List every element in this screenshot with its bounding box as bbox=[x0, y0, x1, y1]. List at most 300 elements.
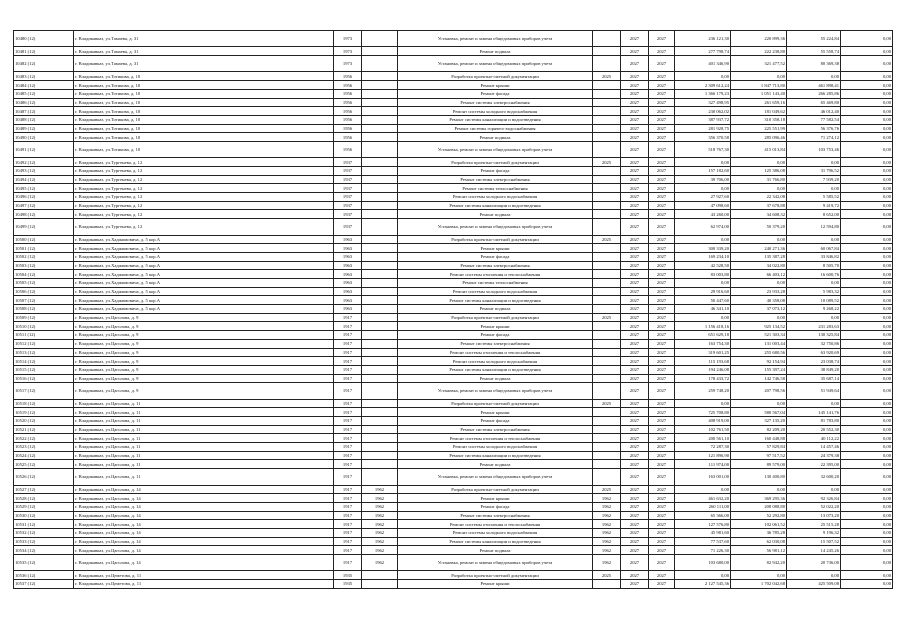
table-row bbox=[14, 546, 893, 555]
work-type-cell: Ремонт системы теплоснабжения bbox=[398, 279, 593, 288]
other-cost-cell: 0,00 bbox=[841, 115, 893, 124]
owner-cost-cell: 33 846,82 bbox=[787, 252, 841, 261]
other-cost-cell: 0,00 bbox=[841, 322, 893, 331]
reconstruction-year-cell bbox=[362, 270, 398, 279]
fund-cost-cell: 92 154,94 bbox=[731, 357, 787, 366]
other-cost-cell: 0,00 bbox=[841, 546, 893, 555]
build-year-cell: 1937 bbox=[334, 175, 362, 184]
table-row bbox=[14, 72, 893, 81]
build-year-cell: 1956 bbox=[334, 115, 362, 124]
work-type-cell: Разработка проектно-сметной документации bbox=[398, 158, 593, 167]
design-year-cell bbox=[593, 408, 621, 417]
build-year-cell: 1956 bbox=[334, 98, 362, 107]
end-year-cell: 2027 bbox=[649, 261, 675, 270]
reconstruction-year-cell bbox=[362, 296, 398, 305]
work-type-cell: Разработка проектно-сметной документации bbox=[398, 235, 593, 244]
start-year-cell: 2027 bbox=[621, 72, 649, 81]
row-id-cell: 10531 (12) bbox=[14, 520, 74, 529]
end-year-cell: 2027 bbox=[649, 443, 675, 452]
reconstruction-year-cell bbox=[362, 210, 398, 219]
reconstruction-year-cell bbox=[362, 115, 398, 124]
work-type-cell: Ремонт системы электроснабжения bbox=[398, 175, 593, 184]
end-year-cell: 2027 bbox=[649, 201, 675, 210]
design-year-cell bbox=[593, 252, 621, 261]
row-id-cell: 10486 (12) bbox=[14, 98, 74, 107]
total-cost-cell: 0,00 bbox=[675, 279, 731, 288]
table-row bbox=[14, 115, 893, 124]
work-type-cell: Ремонт системы отопления и теплоснабжения bbox=[398, 348, 593, 357]
other-cost-cell: 0,00 bbox=[841, 537, 893, 546]
owner-cost-cell: 92 326,84 bbox=[787, 494, 841, 503]
work-type-cell: Установка, ремонт и замена общедомовых приборов учета bbox=[398, 383, 593, 399]
owner-cost-cell: 9 419,72 bbox=[787, 201, 841, 210]
design-year-cell bbox=[593, 244, 621, 253]
address-cell: г. Владикавказ, ул.Тотикова, д. 10 bbox=[74, 133, 334, 142]
fund-cost-cell: 207 798,56 bbox=[731, 383, 787, 399]
total-cost-cell: 0,00 bbox=[675, 571, 731, 580]
other-cost-cell: 0,00 bbox=[841, 520, 893, 529]
row-id-cell: 10518 (12) bbox=[14, 399, 74, 408]
work-type-cell: Ремонт подвала bbox=[398, 546, 593, 555]
other-cost-cell: 0,00 bbox=[841, 313, 893, 322]
design-year-cell bbox=[593, 305, 621, 314]
fund-cost-cell: 321 477,52 bbox=[731, 56, 787, 72]
fund-cost-cell: 40 358,08 bbox=[731, 296, 787, 305]
start-year-cell: 2027 bbox=[621, 89, 649, 98]
start-year-cell: 2027 bbox=[621, 107, 649, 116]
total-cost-cell: 157 182,60 bbox=[675, 167, 731, 176]
other-cost-cell: 0,00 bbox=[841, 201, 893, 210]
owner-cost-cell: 81 783,80 bbox=[787, 417, 841, 426]
other-cost-cell: 0,00 bbox=[841, 555, 893, 571]
work-type-cell: Ремонт системы холодного водоснабжения bbox=[398, 357, 593, 366]
fund-cost-cell: 1 847 713,80 bbox=[731, 81, 787, 90]
row-id-cell: 10520 (12) bbox=[14, 417, 74, 426]
end-year-cell: 2027 bbox=[649, 451, 675, 460]
total-cost-cell: 387 937,72 bbox=[675, 115, 731, 124]
row-id-cell: 10536 (12) bbox=[14, 571, 74, 580]
total-cost-cell: 327 498,95 bbox=[675, 98, 731, 107]
row-id-cell: 10499 (12) bbox=[14, 219, 74, 235]
start-year-cell: 2027 bbox=[621, 287, 649, 296]
fund-cost-cell: 220 899,36 bbox=[731, 31, 787, 47]
reconstruction-year-cell bbox=[362, 313, 398, 322]
table-row bbox=[14, 184, 893, 193]
reconstruction-year-cell bbox=[362, 434, 398, 443]
other-cost-cell: 0,00 bbox=[841, 339, 893, 348]
address-cell: г. Владикавказ, ул.Тамаева, д. 31 bbox=[74, 56, 334, 72]
table-row bbox=[14, 47, 893, 56]
table-row bbox=[14, 383, 893, 399]
table-row bbox=[14, 331, 893, 340]
address-cell: г. Владикавказ, ул.Цаголова, д. 9 bbox=[74, 339, 334, 348]
start-year-cell: 2027 bbox=[621, 252, 649, 261]
other-cost-cell: 0,00 bbox=[841, 235, 893, 244]
reconstruction-year-cell bbox=[362, 451, 398, 460]
end-year-cell: 2027 bbox=[649, 124, 675, 133]
owner-cost-cell: 16 600,76 bbox=[787, 270, 841, 279]
row-id-cell: 10484 (12) bbox=[14, 81, 74, 90]
reconstruction-year-cell bbox=[362, 141, 398, 157]
build-year-cell: 1937 bbox=[334, 219, 362, 235]
row-id-cell: 10488 (12) bbox=[14, 115, 74, 124]
reconstruction-year-cell bbox=[362, 331, 398, 340]
owner-cost-cell: 12 594,80 bbox=[787, 219, 841, 235]
work-type-cell: Установка, ремонт и замена общедомовых приборов учета bbox=[398, 555, 593, 571]
total-cost-cell: 50 447,60 bbox=[675, 296, 731, 305]
total-cost-cell: 236 121,30 bbox=[675, 31, 731, 47]
reconstruction-year-cell bbox=[362, 339, 398, 348]
build-year-cell: 1963 bbox=[334, 296, 362, 305]
table-row bbox=[14, 417, 893, 426]
table-row bbox=[14, 279, 893, 288]
fund-cost-cell: 142 746,58 bbox=[731, 374, 787, 383]
fund-cost-cell: 82 942,20 bbox=[731, 555, 787, 571]
reconstruction-year-cell bbox=[362, 98, 398, 107]
start-year-cell: 2027 bbox=[621, 115, 649, 124]
end-year-cell: 2027 bbox=[649, 502, 675, 511]
table-row bbox=[14, 460, 893, 469]
address-cell: г. Владикавказ, ул.Тотикова, д. 10 bbox=[74, 72, 334, 81]
owner-cost-cell: 266 285,86 bbox=[787, 89, 841, 98]
total-cost-cell: 461 632,20 bbox=[675, 494, 731, 503]
address-cell: г. Владикавказ, ул.Хаджимовича, д. 5 кор.А bbox=[74, 252, 334, 261]
fund-cost-cell: 225 551,99 bbox=[731, 124, 787, 133]
end-year-cell: 2027 bbox=[649, 555, 675, 571]
work-type-cell: Ремонт крыши bbox=[398, 580, 593, 589]
address-cell: г. Владикавказ, ул.Цеметова, д. 11 bbox=[74, 580, 334, 589]
address-cell: г. Владикавказ, ул.Цаголова, д. 14 bbox=[74, 555, 334, 571]
work-type-cell: Ремонт системы канализации и водоотведения bbox=[398, 365, 593, 374]
row-id-cell: 10483 (12) bbox=[14, 72, 74, 81]
total-cost-cell: 194 246,08 bbox=[675, 365, 731, 374]
reconstruction-year-cell bbox=[362, 571, 398, 580]
build-year-cell: 1917 bbox=[334, 546, 362, 555]
reconstruction-year-cell bbox=[362, 201, 398, 210]
table-row bbox=[14, 555, 893, 571]
table-row bbox=[14, 374, 893, 383]
end-year-cell: 2027 bbox=[649, 511, 675, 520]
build-year-cell: 1917 bbox=[334, 511, 362, 520]
end-year-cell: 2027 bbox=[649, 305, 675, 314]
reconstruction-year-cell: 1962 bbox=[362, 555, 398, 571]
start-year-cell: 2027 bbox=[621, 279, 649, 288]
table-row bbox=[14, 502, 893, 511]
work-type-cell: Ремонт системы отопления и теплоснабжения bbox=[398, 270, 593, 279]
work-type-cell: Установка, ремонт и замена общедомовых приборов учета bbox=[398, 31, 593, 47]
build-year-cell: 1937 bbox=[334, 210, 362, 219]
total-cost-cell: 200 561,10 bbox=[675, 434, 731, 443]
row-id-cell: 10485 (12) bbox=[14, 89, 74, 98]
row-id-cell: 10535 (12) bbox=[14, 555, 74, 571]
owner-cost-cell: 40 112,22 bbox=[787, 434, 841, 443]
fund-cost-cell: 56 981,12 bbox=[731, 546, 787, 555]
table-row bbox=[14, 443, 893, 452]
address-cell: г. Владикавказ, ул.Тамаева, д. 31 bbox=[74, 47, 334, 56]
owner-cost-cell: 51 949,64 bbox=[787, 383, 841, 399]
table-row bbox=[14, 357, 893, 366]
row-id-cell: 10493 (12) bbox=[14, 167, 74, 176]
build-year-cell: 1956 bbox=[334, 107, 362, 116]
start-year-cell: 2027 bbox=[621, 502, 649, 511]
design-year-cell bbox=[593, 133, 621, 142]
total-cost-cell: 300 339,20 bbox=[675, 244, 731, 253]
table-row bbox=[14, 167, 893, 176]
fund-cost-cell: 34 608,32 bbox=[731, 210, 787, 219]
row-id-cell: 10533 (12) bbox=[14, 537, 74, 546]
capital-repair-table bbox=[13, 30, 893, 589]
table-row bbox=[14, 56, 893, 72]
other-cost-cell: 0,00 bbox=[841, 374, 893, 383]
reconstruction-year-cell bbox=[362, 193, 398, 202]
design-year-cell bbox=[593, 296, 621, 305]
build-year-cell: 1917 bbox=[334, 555, 362, 571]
end-year-cell: 2027 bbox=[649, 210, 675, 219]
build-year-cell: 1917 bbox=[334, 322, 362, 331]
start-year-cell: 2027 bbox=[621, 322, 649, 331]
reconstruction-year-cell: 1962 bbox=[362, 502, 398, 511]
other-cost-cell: 0,00 bbox=[841, 399, 893, 408]
reconstruction-year-cell bbox=[362, 261, 398, 270]
start-year-cell: 2027 bbox=[621, 167, 649, 176]
table-row bbox=[14, 235, 893, 244]
owner-cost-cell: 130 325,84 bbox=[787, 331, 841, 340]
address-cell: г. Владикавказ, ул.Цаголова, д. 14 bbox=[74, 494, 334, 503]
address-cell: г. Владикавказ, ул.Цаголова, д. 11 bbox=[74, 434, 334, 443]
owner-cost-cell: 25 515,28 bbox=[787, 520, 841, 529]
row-id-cell: 10505 (12) bbox=[14, 279, 74, 288]
total-cost-cell: 0,00 bbox=[675, 485, 731, 494]
fund-cost-cell: 521 303,34 bbox=[731, 331, 787, 340]
start-year-cell: 2027 bbox=[621, 348, 649, 357]
reconstruction-year-cell bbox=[362, 425, 398, 434]
table-row bbox=[14, 434, 893, 443]
fund-cost-cell: 97 517,52 bbox=[731, 451, 787, 460]
end-year-cell: 2027 bbox=[649, 485, 675, 494]
design-year-cell bbox=[593, 184, 621, 193]
design-year-cell bbox=[593, 31, 621, 47]
total-cost-cell: 277 798,74 bbox=[675, 47, 731, 56]
row-id-cell: 10506 (12) bbox=[14, 287, 74, 296]
total-cost-cell: 281 928,75 bbox=[675, 124, 731, 133]
work-type-cell: Ремонт системы электроснабжения bbox=[398, 511, 593, 520]
fund-cost-cell: 22 342,08 bbox=[731, 193, 787, 202]
owner-cost-cell: 0,00 bbox=[787, 399, 841, 408]
build-year-cell: 1917 bbox=[334, 348, 362, 357]
work-type-cell: Разработка проектно-сметной документации bbox=[398, 313, 593, 322]
fund-cost-cell: 160 448,88 bbox=[731, 434, 787, 443]
end-year-cell: 2027 bbox=[649, 296, 675, 305]
build-year-cell: 1917 bbox=[334, 451, 362, 460]
row-id-cell: 10516 (12) bbox=[14, 374, 74, 383]
work-type-cell: Разработка проектно-сметной документации bbox=[398, 571, 593, 580]
start-year-cell: 2027 bbox=[621, 47, 649, 56]
reconstruction-year-cell bbox=[362, 107, 398, 116]
design-year-cell bbox=[593, 460, 621, 469]
fund-cost-cell: 31 766,80 bbox=[731, 175, 787, 184]
start-year-cell: 2027 bbox=[621, 520, 649, 529]
end-year-cell: 2027 bbox=[649, 460, 675, 469]
end-year-cell: 2027 bbox=[649, 408, 675, 417]
design-year-cell bbox=[593, 469, 621, 485]
build-year-cell: 1963 bbox=[334, 252, 362, 261]
total-cost-cell: 319 601,25 bbox=[675, 348, 731, 357]
build-year-cell: 1917 bbox=[334, 520, 362, 529]
owner-cost-cell: 56 376,76 bbox=[787, 124, 841, 133]
work-type-cell: Ремонт крыши bbox=[398, 81, 593, 90]
fund-cost-cell: 222 238,80 bbox=[731, 47, 787, 56]
build-year-cell: 1917 bbox=[334, 460, 362, 469]
fund-cost-cell: 52 292,80 bbox=[731, 511, 787, 520]
table-row bbox=[14, 365, 893, 374]
start-year-cell: 2027 bbox=[621, 494, 649, 503]
end-year-cell: 2027 bbox=[649, 313, 675, 322]
design-year-cell bbox=[593, 287, 621, 296]
total-cost-cell: 0,00 bbox=[675, 72, 731, 81]
start-year-cell: 2027 bbox=[621, 460, 649, 469]
fund-cost-cell: 0,00 bbox=[731, 485, 787, 494]
reconstruction-year-cell bbox=[362, 383, 398, 399]
reconstruction-year-cell bbox=[362, 408, 398, 417]
owner-cost-cell: 32 750,86 bbox=[787, 339, 841, 348]
table-row bbox=[14, 98, 893, 107]
table-row bbox=[14, 425, 893, 434]
reconstruction-year-cell bbox=[362, 417, 398, 426]
design-year-cell: 1962 bbox=[593, 546, 621, 555]
start-year-cell: 2027 bbox=[621, 244, 649, 253]
address-cell: г. Владикавказ, ул.Цеметова, д. 11 bbox=[74, 571, 334, 580]
other-cost-cell: 0,00 bbox=[841, 357, 893, 366]
design-year-cell: 1962 bbox=[593, 520, 621, 529]
start-year-cell: 2027 bbox=[621, 417, 649, 426]
total-cost-cell: 45 981,60 bbox=[675, 528, 731, 537]
owner-cost-cell: 63 920,69 bbox=[787, 348, 841, 357]
address-cell: г. Владикавказ, ул.Цаголова, д. 14 bbox=[74, 537, 334, 546]
other-cost-cell: 0,00 bbox=[841, 287, 893, 296]
total-cost-cell: 62 974,00 bbox=[675, 219, 731, 235]
fund-cost-cell: 261 659,16 bbox=[731, 98, 787, 107]
build-year-cell: 1917 bbox=[334, 469, 362, 485]
other-cost-cell: 0,00 bbox=[841, 47, 893, 56]
fund-cost-cell: 62 030,08 bbox=[731, 537, 787, 546]
row-id-cell: 10496 (12) bbox=[14, 193, 74, 202]
address-cell: г. Владикавказ, ул.Цаголова, д. 9 bbox=[74, 313, 334, 322]
row-id-cell: 10498 (12) bbox=[14, 210, 74, 219]
fund-cost-cell: 135 387,28 bbox=[731, 252, 787, 261]
row-id-cell: 10495 (12) bbox=[14, 184, 74, 193]
end-year-cell: 2027 bbox=[649, 158, 675, 167]
fund-cost-cell: 0,00 bbox=[731, 279, 787, 288]
work-type-cell: Ремонт крыши bbox=[398, 408, 593, 417]
total-cost-cell: 72 287,30 bbox=[675, 443, 731, 452]
table-row bbox=[14, 124, 893, 133]
total-cost-cell: 259 748,20 bbox=[675, 383, 731, 399]
address-cell: г. Владикавказ, ул.Цаголова, д. 9 bbox=[74, 357, 334, 366]
total-cost-cell: 115 193,68 bbox=[675, 357, 731, 366]
end-year-cell: 2027 bbox=[649, 279, 675, 288]
table-row bbox=[14, 201, 893, 210]
start-year-cell: 2027 bbox=[621, 443, 649, 452]
other-cost-cell: 0,00 bbox=[841, 98, 893, 107]
work-type-cell: Ремонт системы холодного водоснабжения bbox=[398, 287, 593, 296]
design-year-cell bbox=[593, 331, 621, 340]
other-cost-cell: 0,00 bbox=[841, 460, 893, 469]
start-year-cell: 2027 bbox=[621, 571, 649, 580]
owner-cost-cell: 8 505,70 bbox=[787, 261, 841, 270]
owner-cost-cell: 60 067,84 bbox=[787, 244, 841, 253]
total-cost-cell: 103 680,00 bbox=[675, 555, 731, 571]
fund-cost-cell: 0,00 bbox=[731, 399, 787, 408]
design-year-cell bbox=[593, 98, 621, 107]
work-type-cell: Ремонт системы электроснабжения bbox=[398, 425, 593, 434]
work-type-cell: Ремонт системы горячего водоснабжения bbox=[398, 124, 593, 133]
address-cell: г. Владикавказ, ул.Цаголова, д. 11 bbox=[74, 417, 334, 426]
address-cell: г. Владикавказ, ул.Цаголова, д. 9 bbox=[74, 322, 334, 331]
build-year-cell: 1937 bbox=[334, 193, 362, 202]
table-row bbox=[14, 219, 893, 235]
fund-cost-cell: 285 096,46 bbox=[731, 133, 787, 142]
reconstruction-year-cell bbox=[362, 56, 398, 72]
row-id-cell: 10515 (12) bbox=[14, 365, 74, 374]
total-cost-cell: 47 098,60 bbox=[675, 201, 731, 210]
owner-cost-cell: 0,00 bbox=[787, 313, 841, 322]
fund-cost-cell: 0,00 bbox=[731, 313, 787, 322]
row-id-cell: 10532 (12) bbox=[14, 528, 74, 537]
total-cost-cell: 65 366,00 bbox=[675, 511, 731, 520]
work-type-cell: Ремонт подвала bbox=[398, 460, 593, 469]
end-year-cell: 2027 bbox=[649, 235, 675, 244]
build-year-cell: 1963 bbox=[334, 305, 362, 314]
end-year-cell: 2027 bbox=[649, 339, 675, 348]
total-cost-cell: 0,00 bbox=[675, 235, 731, 244]
owner-cost-cell: 10 089,52 bbox=[787, 296, 841, 305]
address-cell: г. Владикавказ, ул.Тотикова, д. 10 bbox=[74, 124, 334, 133]
address-cell: г. Владикавказ, ул.Хаджимовича, д. 5 кор.А bbox=[74, 287, 334, 296]
start-year-cell: 2027 bbox=[621, 141, 649, 157]
other-cost-cell: 0,00 bbox=[841, 158, 893, 167]
address-cell: г. Владикавказ, ул.Цаголова, д. 9 bbox=[74, 348, 334, 357]
build-year-cell: 1956 bbox=[334, 72, 362, 81]
row-id-cell: 10512 (12) bbox=[14, 339, 74, 348]
address-cell: г. Владикавказ, ул.Цаголова, д. 9 bbox=[74, 331, 334, 340]
end-year-cell: 2027 bbox=[649, 494, 675, 503]
start-year-cell: 2027 bbox=[621, 434, 649, 443]
row-id-cell: 10502 (12) bbox=[14, 252, 74, 261]
end-year-cell: 2027 bbox=[649, 107, 675, 116]
build-year-cell: 1973 bbox=[334, 31, 362, 47]
end-year-cell: 2027 bbox=[649, 89, 675, 98]
end-year-cell: 2027 bbox=[649, 287, 675, 296]
work-type-cell: Ремонт системы электроснабжения bbox=[398, 261, 593, 270]
total-cost-cell: 163 001,00 bbox=[675, 469, 731, 485]
start-year-cell: 2027 bbox=[621, 219, 649, 235]
owner-cost-cell: 14 245,26 bbox=[787, 546, 841, 555]
table-row bbox=[14, 511, 893, 520]
start-year-cell: 2027 bbox=[621, 339, 649, 348]
address-cell: г. Владикавказ, ул.Тамаева, д. 31 bbox=[74, 31, 334, 47]
address-cell: г. Владикавказ, ул.Тотикова, д. 10 bbox=[74, 141, 334, 157]
design-year-cell: 2025 bbox=[593, 313, 621, 322]
row-id-cell: 10500 (12) bbox=[14, 235, 74, 244]
table-row bbox=[14, 528, 893, 537]
address-cell: г. Владикавказ, ул.Цаголова, д. 11 bbox=[74, 451, 334, 460]
table-body bbox=[14, 31, 893, 589]
start-year-cell: 2027 bbox=[621, 365, 649, 374]
fund-cost-cell: 57 829,84 bbox=[731, 443, 787, 452]
design-year-cell bbox=[593, 193, 621, 202]
table-row bbox=[14, 580, 893, 589]
other-cost-cell: 0,00 bbox=[841, 261, 893, 270]
